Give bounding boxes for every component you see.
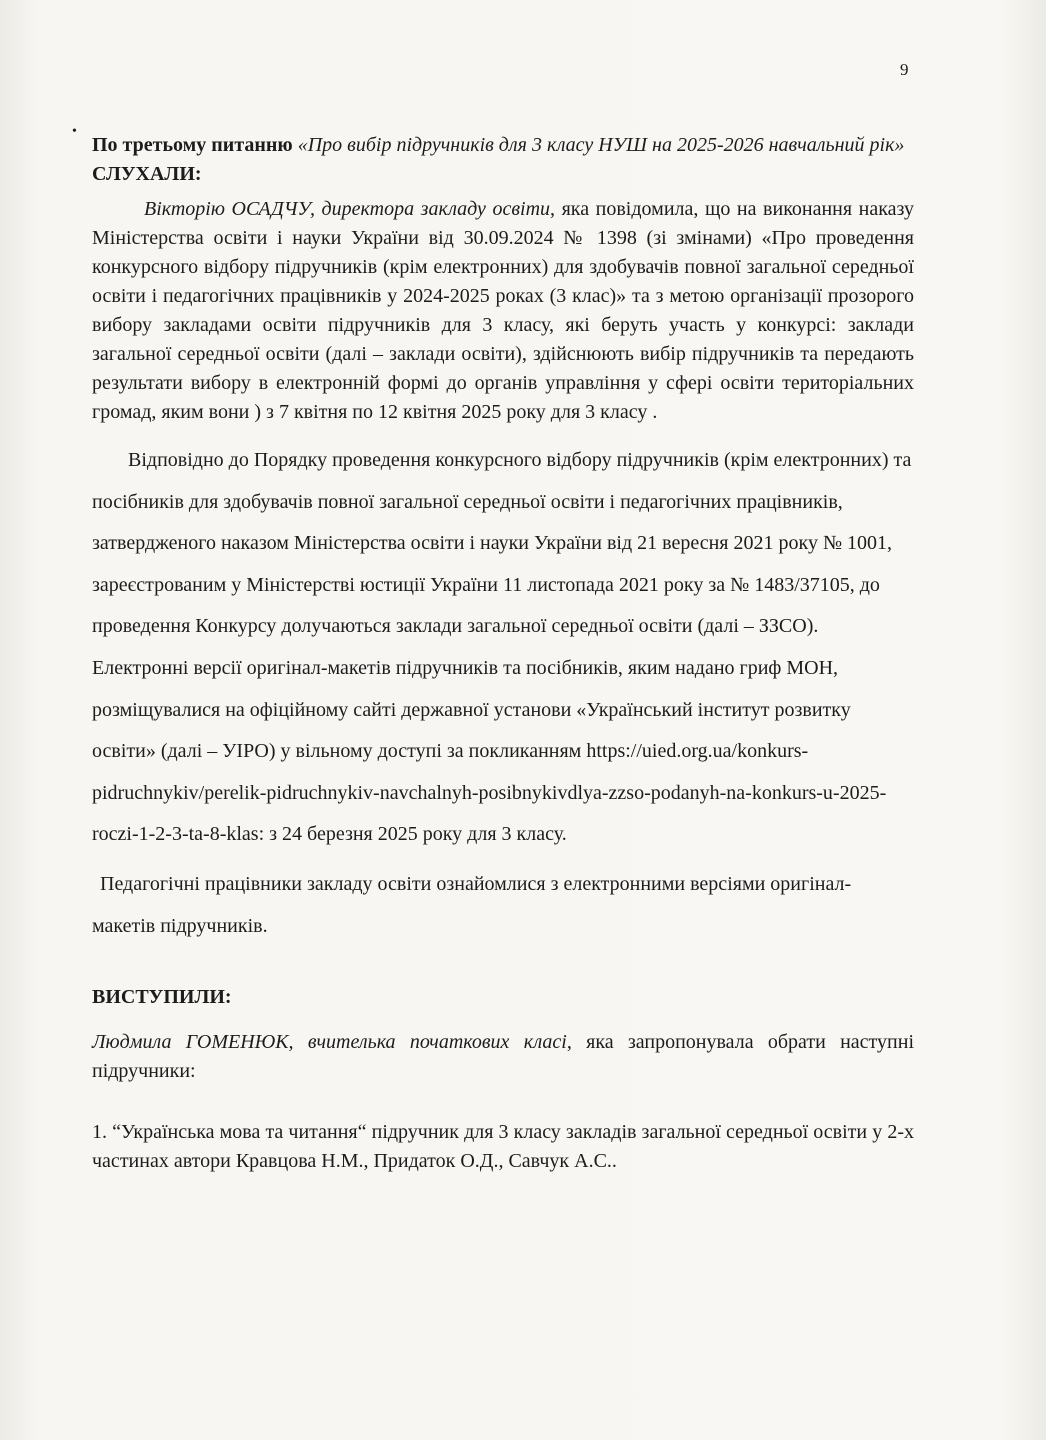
heard-paragraph-3: Педагогічні працівники закладу освіти ознайомлися з електронними версіями оригінал-макетів підручників. [92,872,852,937]
spoke-paragraph [92,1028,914,1086]
heard-paragraph-1-text: , яка повідомила, що на виконання наказу Міністерства освіти і науки України від 30.09.2024 № 1398 (зі змінами) «Про проведення конкурсного відбору підручників (крім електронних) для здобувачів повної загальної середньої освіти і педагогічних працівників у 2024-2025 роках (3 клас)» та з метою організації прозорого вибору закладами освіти підручників для 3 класу, які беруть участь у конкурсі: заклади загальної середньої освіти (далі – заклади освіти), здійснюють вибір підручників та передають результати вибору в електронній формі до органів управління у сфері освіти територіальних громад, яким вони ) з 7 квітня по 12 квітня 2025 року для 3 класу . [92,198,915,423]
spoke-paragraph-text: , яка запропонувала обрати наступні підручники: [92,1031,914,1083]
margin-mark: • [72,124,77,139]
page-number: 9 [900,60,909,79]
topic-title: «Про вибір підручників для 3 класу НУШ на 2025-2026 навчальний рік» [297,134,905,156]
heard-heading: СЛУХАЛИ: [92,163,202,185]
textbook-list-item: 1. “Українська мова та читання“ підручник для 3 класу закладів загальної середньої освіти у 2-х частинах автори Кравцова Н.М., Придаток О.Д., Савчук А.С.. [92,1121,914,1173]
heard-paragraph-2: Відповідно до Порядку проведення конкурсного відбору підручників (крім електронних) та посібників для здобувачів повної загальної середньої освіти і педагогічних працівників, затвердженого наказом Міністерства освіти і науки України від 21 вересня 2021 року № 1001, зареєстрованим у Міністерстві юстиції України 11 листопада 2021 року за № 1483/37105, до проведення Конкурсу долучаються заклади загальної середньої освіти (далі – ЗЗСО). Електронні версії оригінал-макетів підручників та посібників, яким надано гриф МОН, розміщувалися на офіційному сайті державної установи «Український інститут розвитку освіти» (далі – УІРО) у вільному доступі за покликанням https://uied.org.ua/konkurs-pidruchnykiv/perelik-pidruchnykiv-navchalnyh-posibnykivdlya-zzso-podanyh-na-konkurs-u-2025-roczi-1-2-3-ta-8-klas: з 24 березня 2025 року для 3 класу. [92,449,912,846]
agenda-topic [92,131,914,160]
spoke-speaker: Людмила ГОМЕНЮК, вчителька початкових класі [92,1031,567,1054]
document-body [92,131,914,1176]
topic-label: По третьому питанню [92,134,293,156]
spoke-heading: ВИСТУПИЛИ: [92,986,232,1009]
heard-speaker: Вікторію ОСАДЧУ, директора закладу освіти [144,198,551,220]
heard-paragraph-1 [92,195,914,427]
